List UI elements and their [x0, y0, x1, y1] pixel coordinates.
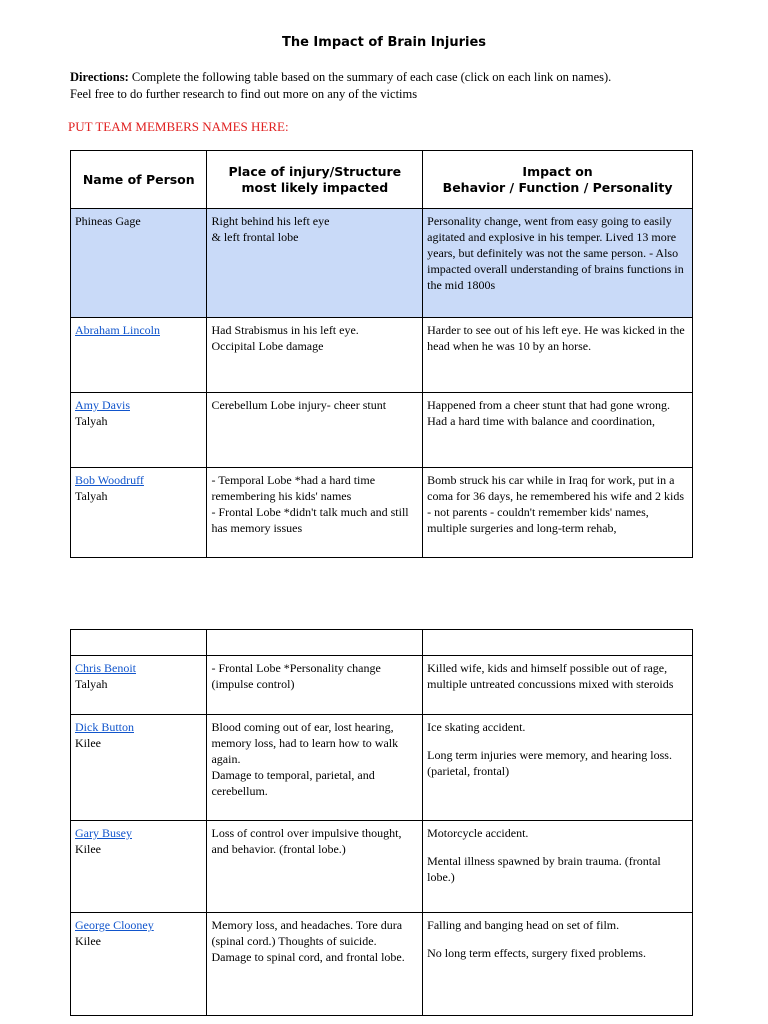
place-line: Loss of control over impulsive thought, and behavior. (frontal lobe.) — [211, 826, 402, 856]
person-cell — [71, 715, 207, 821]
person-cell — [71, 468, 207, 558]
place-of-injury-cell — [207, 913, 423, 1016]
place-line: Memory loss, and headaches. Tore dura (spinal cord.) Thoughts of suicide. — [211, 918, 403, 948]
place-of-injury-cell — [207, 468, 423, 558]
team-member-name: Kilee — [75, 842, 101, 856]
directions-label: Directions: — [70, 70, 129, 84]
impact-cell — [423, 468, 693, 558]
place-line: - Temporal Lobe *had a hard time remembering his kids' names — [211, 473, 376, 503]
page-title: The Impact of Brain Injuries — [281, 35, 487, 50]
empty-cell — [71, 630, 207, 656]
place-of-injury-cell — [207, 318, 423, 393]
directions-line-2: Feel free to do further research to find out more on any of the victims — [70, 87, 418, 101]
team-members-prompt: PUT TEAM MEMBERS NAMES HERE: — [68, 119, 289, 134]
impact-line: No long term effects, surgery fixed problems. — [427, 946, 646, 960]
place-line: - Frontal Lobe *didn't talk much and still has memory issues — [211, 505, 409, 535]
impact-cell — [423, 913, 693, 1016]
person-name: Phineas Gage — [75, 214, 141, 228]
impact-line — [427, 735, 688, 747]
person-cell — [71, 913, 207, 1016]
place-of-injury-cell — [207, 393, 423, 468]
directions-line-1 — [70, 69, 611, 86]
injury-table-2 — [70, 629, 693, 1016]
impact-line: Ice skating accident. — [427, 720, 526, 734]
person-cell — [71, 656, 207, 715]
table-row — [71, 821, 693, 913]
table-row — [71, 318, 693, 393]
person-name-link[interactable]: Amy Davis — [75, 398, 130, 412]
team-member-name: Talyah — [75, 489, 108, 503]
place-line: Had Strabismus in his left eye. — [211, 323, 359, 337]
person-name-link[interactable]: Bob Woodruff — [75, 473, 144, 487]
place-line: - Frontal Lobe *Personality change (impulse control) — [211, 661, 381, 691]
place-of-injury-cell — [207, 715, 423, 821]
header-place-of-injury: Place of injury/Structure most likely impacted — [207, 151, 423, 209]
impact-cell — [423, 393, 693, 468]
impact-cell — [423, 318, 693, 393]
person-cell — [71, 393, 207, 468]
person-name-link[interactable]: George Clooney — [75, 918, 154, 932]
person-cell — [71, 318, 207, 393]
place-line: Damage to spinal cord, and frontal lobe. — [211, 950, 405, 964]
impact-line — [427, 841, 688, 853]
header-impact: Impact on Behavior / Function / Personality — [423, 151, 693, 209]
person-cell — [71, 821, 207, 913]
impact-line: Personality change, went from easy going to easily agitated and explosive in his temper. Lived 13 more years, but definitely was not the same person. - Also impacted overall understanding of brains functions in the mid 1800s — [427, 214, 684, 292]
impact-line: Killed wife, kids and himself possible out of rage, multiple untreated concussions mixed with steroids — [427, 661, 674, 691]
header-row — [71, 151, 693, 209]
table-row — [71, 468, 693, 558]
team-member-name: Kilee — [75, 934, 101, 948]
header-name-of-person: Name of Person — [71, 151, 207, 209]
person-name-link[interactable]: Chris Benoit — [75, 661, 137, 675]
impact-line: Happened from a cheer stunt that had gone wrong. Had a hard time with balance and coordination, — [427, 398, 671, 428]
person-name-link[interactable]: Abraham Lincoln — [75, 323, 160, 337]
person-name-link[interactable]: Dick Button — [75, 720, 134, 734]
person-name-link[interactable]: Gary Busey — [75, 826, 132, 840]
team-member-name: Talyah — [75, 414, 108, 428]
impact-line: Long term injuries were memory, and hearing loss. (parietal, frontal) — [427, 748, 672, 778]
impact-cell — [423, 209, 693, 318]
table-row — [71, 913, 693, 1016]
team-member-name: Talyah — [75, 677, 108, 691]
impact-line: Mental illness spawned by brain trauma. (frontal lobe.) — [427, 854, 661, 884]
empty-cell — [423, 630, 693, 656]
empty-cell — [207, 630, 423, 656]
impact-line — [427, 933, 688, 945]
impact-line: Motorcycle accident. — [427, 826, 529, 840]
table-row — [71, 715, 693, 821]
directions-text-1: Complete the following table based on the summary of each case (click on each link on names). — [128, 70, 612, 84]
injury-table-1 — [70, 150, 693, 558]
place-line: Occipital Lobe damage — [211, 339, 324, 353]
table-row — [71, 209, 693, 318]
place-line: Blood coming out of ear, lost hearing, memory loss, had to learn how to walk again. — [211, 720, 399, 766]
place-of-injury-cell — [207, 209, 423, 318]
impact-line: Falling and banging head on set of film. — [427, 918, 620, 932]
empty-header-row — [71, 630, 693, 656]
place-line: Damage to temporal, parietal, and cerebellum. — [211, 768, 375, 798]
place-line: & left frontal lobe — [211, 230, 299, 244]
directions — [70, 69, 611, 103]
impact-cell — [423, 715, 693, 821]
team-member-name: Kilee — [75, 736, 101, 750]
impact-line: Harder to see out of his left eye. He was kicked in the head when he was 10 by an horse. — [427, 323, 685, 353]
table-row — [71, 393, 693, 468]
impact-cell — [423, 656, 693, 715]
place-of-injury-cell — [207, 821, 423, 913]
place-of-injury-cell — [207, 656, 423, 715]
table-row — [71, 656, 693, 715]
place-line: Cerebellum Lobe injury- cheer stunt — [211, 398, 387, 412]
impact-line: Bomb struck his car while in Iraq for work, put in a coma for 36 days, he remembered his wife and 2 kids - not parents - couldn't remember kids' names, multiple surgeries and long-term rehab, — [427, 473, 685, 535]
impact-cell — [423, 821, 693, 913]
place-line: Right behind his left eye — [211, 214, 330, 228]
person-cell — [71, 209, 207, 318]
